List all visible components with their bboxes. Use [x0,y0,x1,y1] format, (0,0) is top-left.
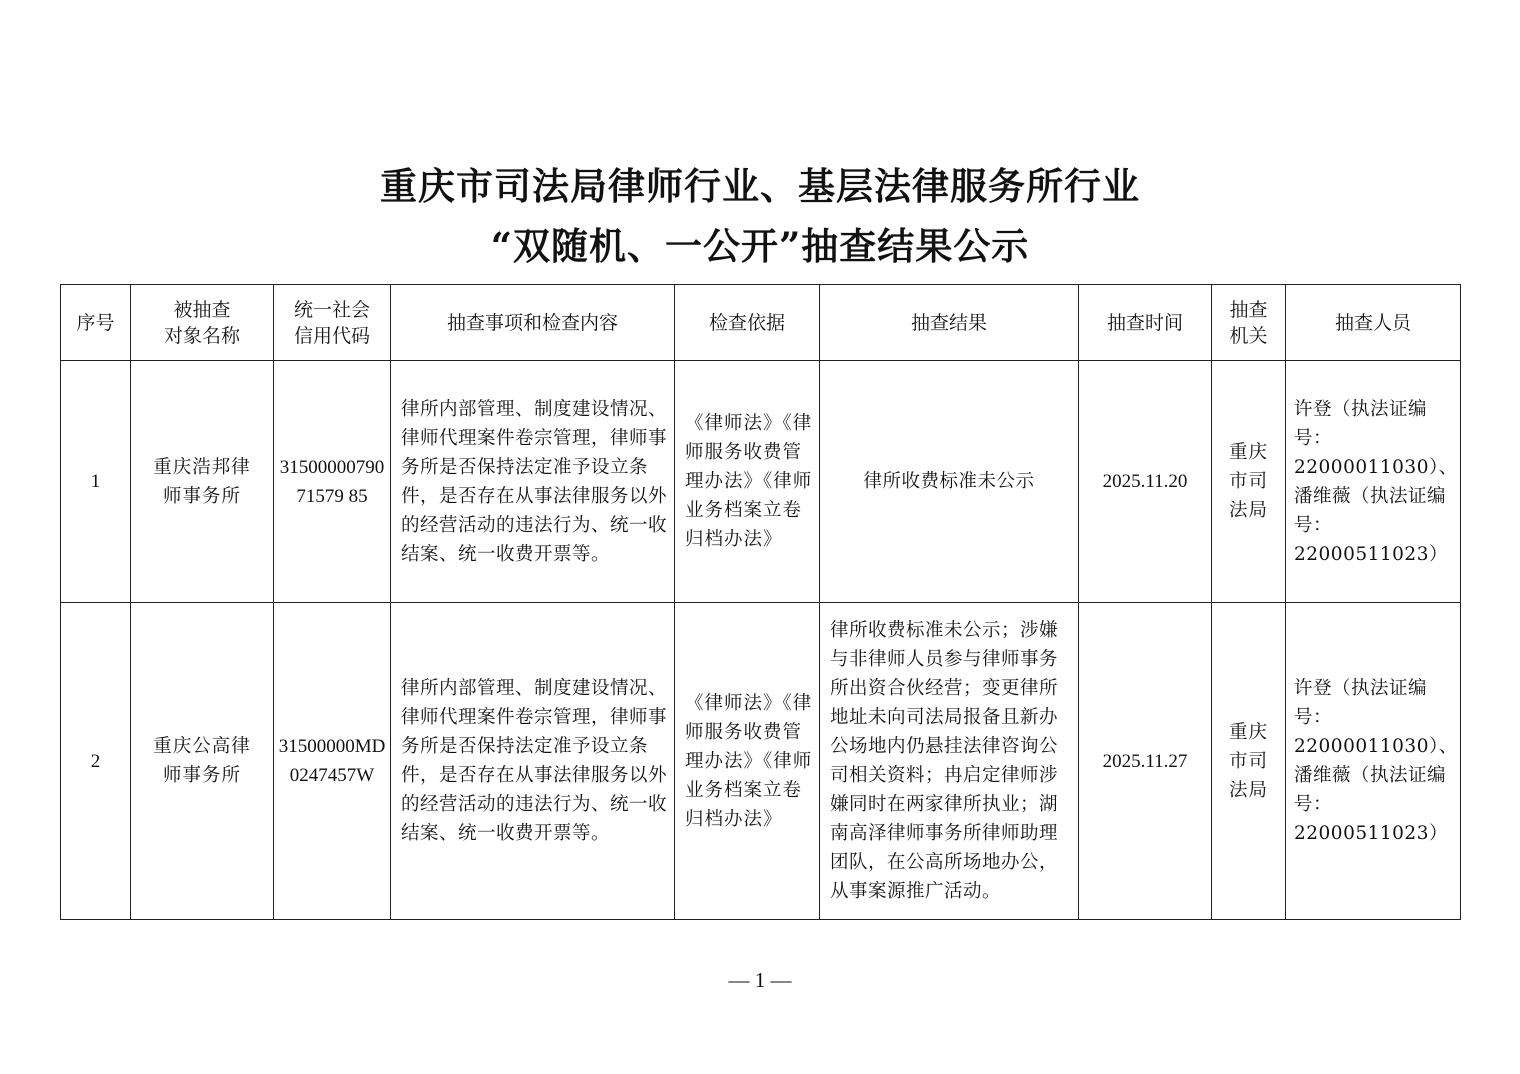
cell-result: 律所收费标准未公示；涉嫌与非律师人员参与律师事务所出资合伙经营；变更律所地址未向司法局报备且新办公场地内仍悬挂法律咨询公司相关资料；冉启定律师涉嫌同时在两家律所执业；湖南高泽律师事务所律师助理团队，在公高所场地办公，从事案源推广活动。 [820,603,1079,920]
header-items: 抽查事项和检查内容 [391,285,675,361]
header-target: 被抽查 对象名称 [131,285,274,361]
document-title-line-2: “双随机、一公开”抽查结果公示 [490,224,1030,268]
cell-target: 重庆公高律师事务所 [131,603,274,920]
header-agency: 抽查 机关 [1212,285,1286,361]
cell-staff: 许登（执法证编号：22000011030）、潘维薇（执法证编号：22000511023） [1286,603,1461,920]
cell-basis: 《律师法》《律师服务收费管理办法》《律师业务档案立卷归档办法》 [675,603,820,920]
table-header-row [61,285,1461,361]
cell-basis: 《律师法》《律师服务收费管理办法》《律师业务档案立卷归档办法》 [675,361,820,603]
cell-agency: 重庆市司法局 [1212,361,1286,603]
page-number: — 1 — [728,968,792,992]
cell-seq: 2 [61,603,131,920]
cell-target: 重庆浩邦律师事务所 [131,361,274,603]
cell-time: 2025.11.27 [1079,603,1212,920]
table-row [61,603,1461,920]
cell-credit-code: 31500000MD0247457W [274,603,391,920]
table-row [61,361,1461,603]
cell-seq: 1 [61,361,131,603]
header-result: 抽查结果 [820,285,1079,361]
cell-time: 2025.11.20 [1079,361,1212,603]
header-credit-code: 统一社会 信用代码 [274,285,391,361]
document-title-line-1: 重庆市司法局律师行业、基层法律服务所行业 [380,164,1140,208]
cell-staff: 许登（执法证编号：22000011030）、潘维薇（执法证编号：22000511023） [1286,361,1461,603]
header-seq: 序号 [61,285,131,361]
header-time: 抽查时间 [1079,285,1212,361]
header-staff: 抽查人员 [1286,285,1461,361]
cell-credit-code: 3150000079071579 85 [274,361,391,603]
inspection-results-table [60,284,1461,920]
cell-items: 律所内部管理、制度建设情况、律师代理案件卷宗管理，律师事务所是否保持法定准予设立条件，是否存在从事法律服务以外的经营活动的违法行为、统一收结案、统一收费开票等。 [391,361,675,603]
cell-items: 律所内部管理、制度建设情况、律师代理案件卷宗管理，律师事务所是否保持法定准予设立条件，是否存在从事法律服务以外的经营活动的违法行为、统一收结案、统一收费开票等。 [391,603,675,920]
header-basis: 检查依据 [675,285,820,361]
cell-agency: 重庆市司法局 [1212,603,1286,920]
cell-result: 律所收费标准未公示 [820,361,1079,603]
